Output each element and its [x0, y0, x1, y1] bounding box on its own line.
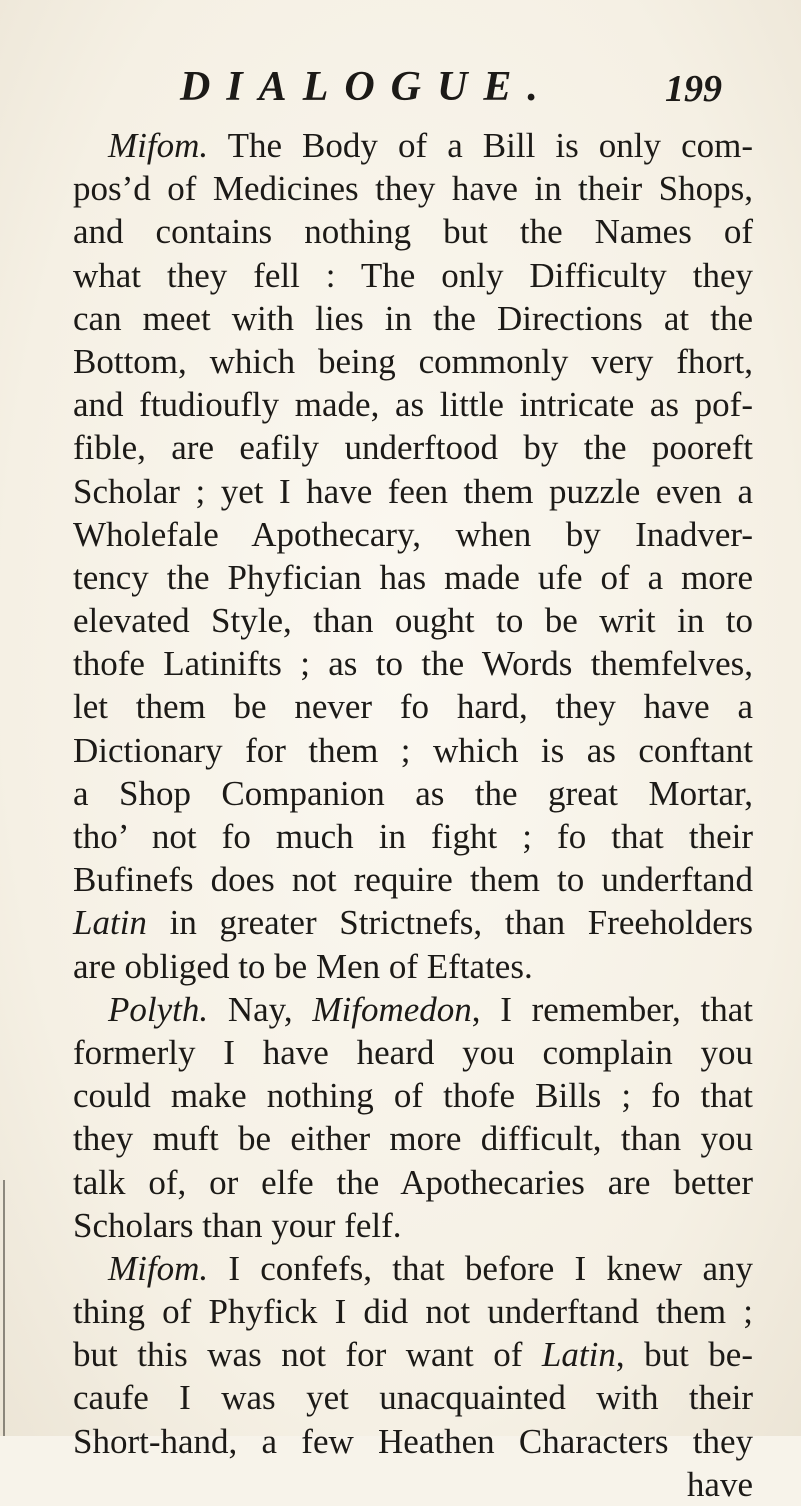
text-line: formerly I have heard you complain you: [73, 1032, 753, 1072]
text-line: thofe Latinifts ; as to the Words themfelves,: [73, 644, 753, 684]
text-line: Scholar ; yet I have feen them puzzle even a: [73, 471, 753, 511]
text-line: and contains nothing but the Names of: [73, 212, 753, 252]
italic-word: Mifomedon: [312, 989, 472, 1029]
body-text: [73, 124, 753, 1506]
text-line: and ftudioufly made, as little intricate as pof-: [73, 385, 753, 425]
italic-word: Latin: [73, 903, 147, 943]
text-line: tho’ not fo much in fight ; fo that their: [73, 817, 753, 856]
text-line: Short-hand, a few Heathen Characters they: [73, 1421, 753, 1461]
text-line: tency the Phyfician has made ufe of a more: [73, 557, 753, 597]
text-line: talk of, or elfe the Apothecaries are better: [73, 1162, 753, 1202]
text-line: Mifom. The Body of a Bill is only com-: [108, 126, 753, 165]
page-header: [0, 62, 801, 112]
text-line: could make nothing of thofe Bills ; fo that: [73, 1076, 753, 1116]
italic-word: Latin: [541, 1335, 616, 1375]
text-line: pos’d of Medicines they have in their Shops,: [73, 169, 753, 209]
speaker-name: Polyth.: [108, 989, 209, 1029]
text-line: fible, are eafily underftood by the pooreft: [73, 428, 753, 468]
text-line: Dictionary for them ; which is as conftant: [73, 730, 753, 770]
text-line: can meet with lies in the Directions at the: [73, 298, 753, 338]
text-line: are obliged to be Men of Eftates.: [73, 946, 533, 986]
text-line: elevated Style, than ought to be writ in to: [73, 601, 753, 641]
running-head: DIALOGUE.: [180, 64, 554, 110]
text-line: let them be never fo hard, they have a: [73, 687, 753, 727]
page-number: 199: [665, 68, 722, 110]
text-line: Bottom, which being commonly very fhort,: [73, 341, 753, 381]
text-line: caufe I was yet unacquainted with their: [73, 1378, 753, 1418]
text-line: Mifom. I confefs, that before I knew any: [108, 1248, 753, 1288]
catchword: have: [686, 1464, 753, 1504]
text-line: thing of Phyfick I did not underftand them ;: [73, 1292, 753, 1332]
text-line: but this was not for want of Latin, but be-: [73, 1335, 753, 1375]
text-line: they muft be either more difficult, than you: [73, 1119, 753, 1159]
speaker-name: Mifom.: [108, 126, 209, 165]
text-line: Wholefale Apothecary, when by Inadver-: [73, 514, 753, 554]
text-line: Latin in greater Strictnefs, than Freeholders: [73, 903, 753, 943]
text-line: what they fell : The only Difficulty they: [73, 255, 753, 295]
text-line: a Shop Companion as the great Mortar,: [73, 773, 753, 813]
binding-edge: [3, 1180, 5, 1436]
speaker-name: Mifom.: [108, 1248, 209, 1288]
text-line: Bufinefs does not require them to underftand: [73, 860, 753, 900]
text-line: Polyth. Nay, Mifomedon, I remember, that: [108, 989, 753, 1029]
text-line: Scholars than your felf.: [73, 1205, 402, 1245]
